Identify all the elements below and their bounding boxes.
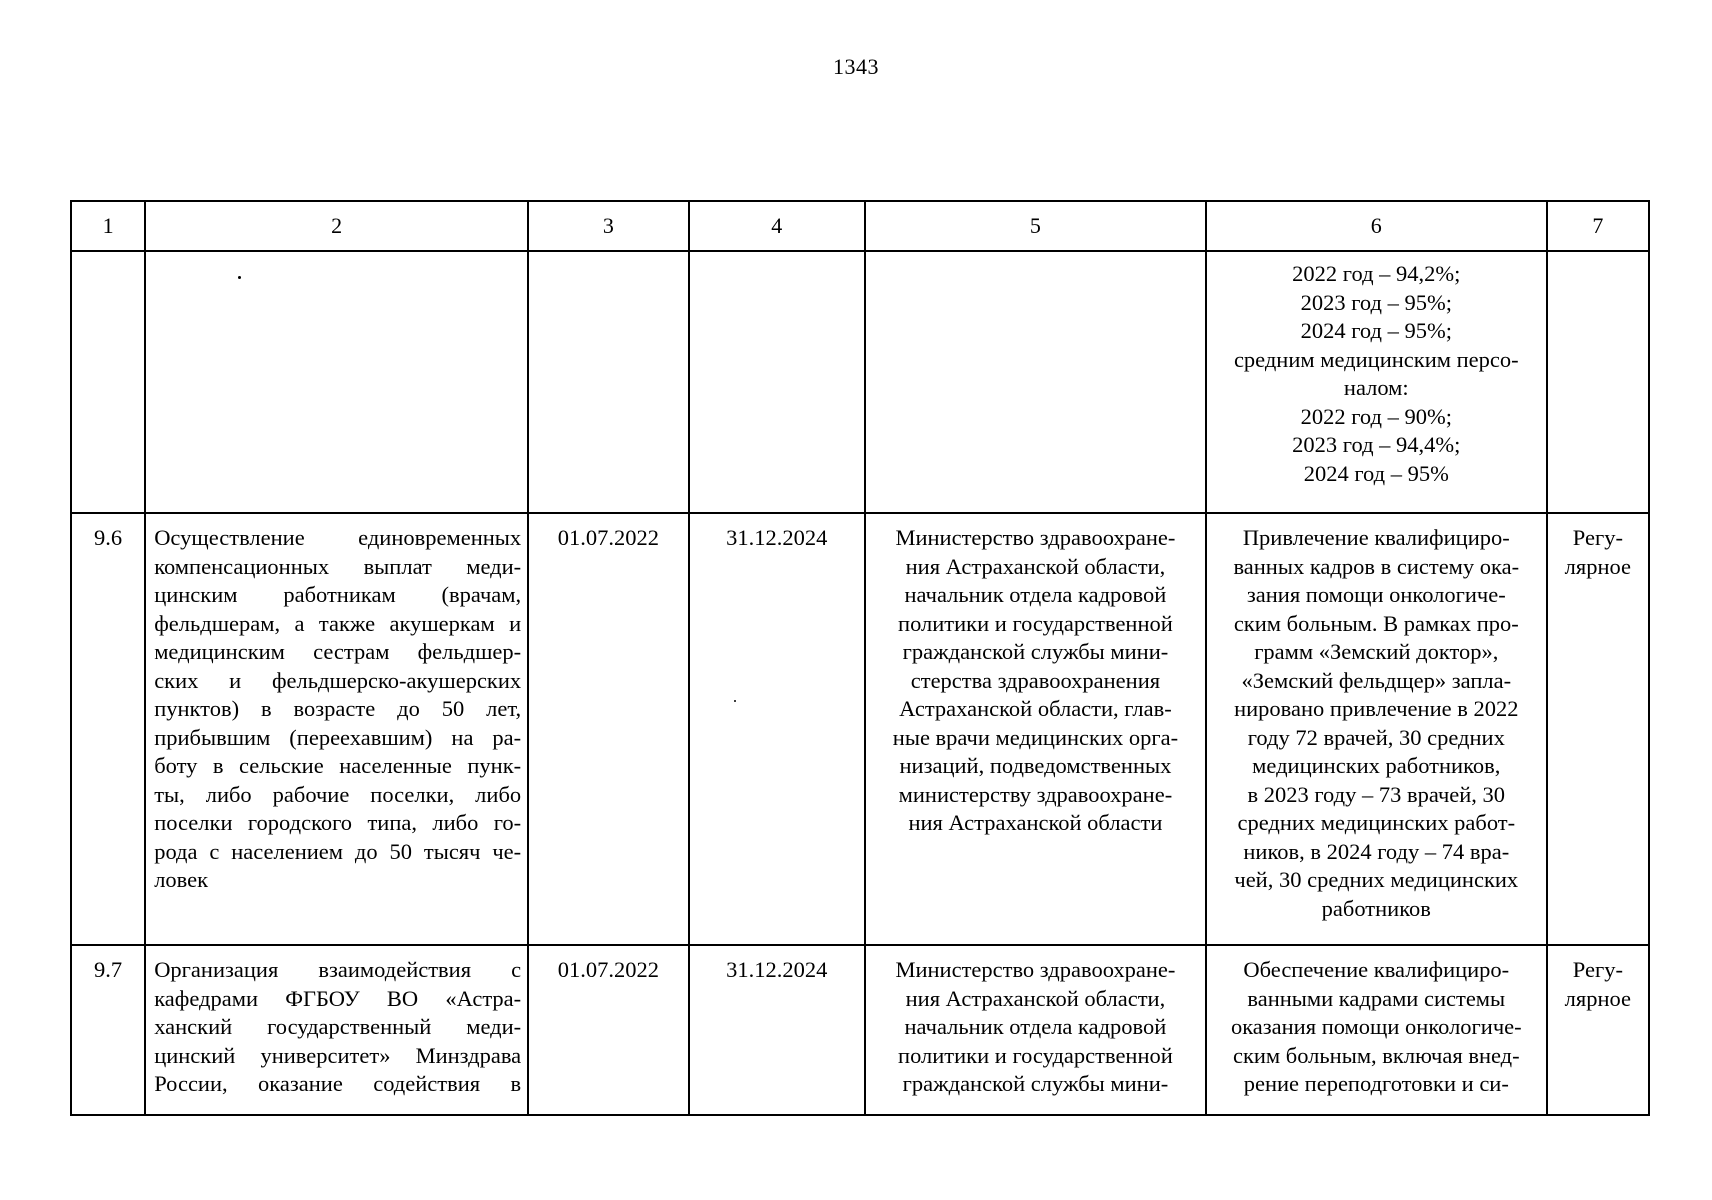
text-line: пунктов) в возрасте до 50 лет, [154,696,522,721]
text-line: ловек [154,867,209,892]
cell-type [1547,251,1649,513]
scan-speck [734,700,736,702]
text-line: ских и фельдшерско-акушерских [154,667,522,693]
cell-number [71,251,145,513]
text-line: налом: [1343,375,1409,400]
text-line: чей, 30 средних медицинских [1234,867,1519,892]
cell-end-date: 31.12.2024 [689,513,865,945]
text-line: грамм «Земский доктор», [1254,639,1499,664]
text-line: боту в сельские населенные пунк- [154,753,522,778]
cell-end-date [689,251,865,513]
text-line: зания помощи онкологиче- [1246,582,1506,607]
text-line: политики и государственной [898,1042,1173,1068]
text-line: Министерство здравоохране- [895,957,1176,982]
cell-responsible [865,945,1206,1115]
text-line: работников [1321,895,1431,921]
text-line: ников, в 2024 году – 74 вра- [1243,838,1510,864]
text-line: России, оказание содействия в [154,1071,522,1096]
cell-activity [145,251,528,513]
text-line: Привлечение квалифициро- [1242,525,1510,550]
text-line: начальник отдела кадровой [904,1014,1167,1039]
text-line: поселки городского типа, либо го- [154,810,522,835]
cell-result [1206,945,1547,1115]
cell-number: 9.6 [71,513,145,945]
text-line: ванными кадрами системы [1247,985,1506,1011]
text-line: министерству здравоохране- [898,781,1173,807]
text-line: году 72 врачей, 30 средних [1247,724,1505,750]
text-line: ханский государственный меди- [154,1014,522,1039]
column-header-6: 6 [1206,201,1547,251]
plan-table [70,200,1650,1116]
text-line: Осуществление единовременных [154,525,522,550]
text-line: Обеспечение квалифициро- [1243,957,1510,982]
text-line: Министерство здравоохране- [895,525,1176,550]
text-line: рение переподготовки и си- [1243,1071,1509,1096]
text-line: средним медицинским персо- [1233,346,1519,372]
column-header-3: 3 [528,201,688,251]
text-line: 2023 год – 95%; [1300,289,1452,315]
text-line: оказания помощи онкологиче- [1230,1014,1522,1039]
text-line: лярное [1564,553,1632,579]
text-line: ты, либо рабочие поселки, либо [154,781,522,807]
column-header-7: 7 [1547,201,1649,251]
text-line: политики и государственной [898,610,1173,636]
table-row [71,945,1649,1115]
text-line: медицинским сестрам фельдшер- [154,639,522,664]
text-line: ные врачи медицинских орга- [892,724,1179,750]
table-row-continuation [71,251,1649,513]
text-line: 2024 год – 95% [1303,460,1449,486]
text-line: нировано привлечение в 2022 [1234,696,1519,721]
text-line: Астраханской области, глав- [899,696,1172,721]
text-line: 2023 год – 94,4%; [1292,432,1461,457]
text-line: цинский университет» Минздрава [154,1042,522,1068]
text-line: ния Астраханской области, [905,553,1166,579]
column-number-row [71,201,1649,251]
text-line: ским больным. В рамках про- [1233,610,1519,636]
column-header-4: 4 [689,201,865,251]
text-line: рода с населением до 50 тысяч че- [154,838,522,864]
text-line: гражданской службы мини- [902,639,1169,664]
text-line: Регу- [1572,957,1623,982]
column-header-1: 1 [71,201,145,251]
text-line: цинским работникам (врачам, [154,582,522,607]
text-line: 2024 год – 95%; [1300,318,1452,343]
cell-activity [145,945,528,1115]
scan-speck [238,276,241,279]
column-header-2: 2 [145,201,528,251]
text-line: 2022 год – 94,2%; [1292,261,1461,286]
cell-responsible [865,513,1206,945]
text-line: лярное [1564,985,1632,1011]
text-line: ния Астраханской области, [905,985,1166,1011]
text-line: кафедрами ФГБОУ ВО «Астра- [154,985,522,1011]
cell-responsible [865,251,1206,513]
cell-start-date [528,251,688,513]
text-line: в 2023 году – 73 врачей, 30 [1247,781,1506,807]
cell-result [1206,251,1547,513]
text-line: стерства здравоохранения [910,667,1161,693]
text-line: средних медицинских работ- [1237,810,1516,835]
cell-result [1206,513,1547,945]
text-line: Организация взаимодействия с [154,957,522,982]
text-line: ским больным, включая внед- [1232,1042,1520,1068]
text-line: фельдшерам, а также акушеркам и [154,610,522,636]
text-line: Регу- [1572,525,1623,550]
cell-start-date: 01.07.2022 [528,513,688,945]
text-line: 2022 год – 90%; [1300,403,1452,429]
cell-number: 9.7 [71,945,145,1115]
cell-activity [145,513,528,945]
text-line: гражданской службы мини- [902,1071,1169,1096]
text-line: ния Астраханской области [908,810,1163,835]
text-line: начальник отдела кадровой [904,582,1167,607]
text-line: компенсационных выплат меди- [154,553,522,579]
cell-start-date: 01.07.2022 [528,945,688,1115]
text-line: ванных кадров в систему ока- [1233,553,1520,579]
text-line: «Земский фельдщер» запла- [1241,667,1512,693]
text-line: медицинских работников, [1252,753,1501,778]
cell-type [1547,945,1649,1115]
column-header-5: 5 [865,201,1206,251]
cell-type [1547,513,1649,945]
text-line: прибывшим (переехавшим) на ра- [154,724,522,750]
text-line: низаций, подведомственных [899,753,1172,778]
table-row [71,513,1649,945]
cell-end-date: 31.12.2024 [689,945,865,1115]
page-number: 1343 [833,54,879,79]
